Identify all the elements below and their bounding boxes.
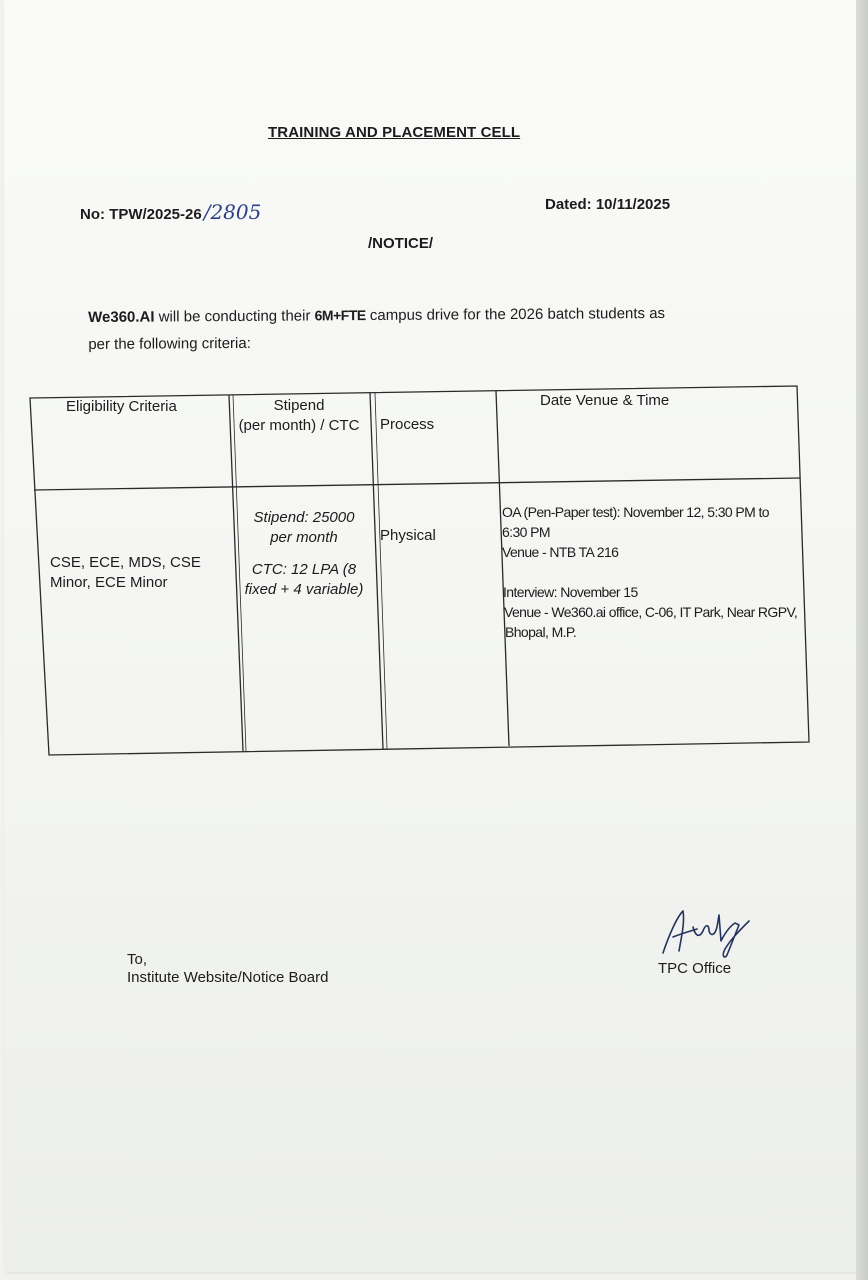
intro-text-1: will be conducting their: [154, 307, 315, 326]
intro-text-2: campus drive for the 2026 batch students as: [365, 304, 666, 325]
office-label: TPC Office: [658, 960, 732, 977]
stipend-amount: Stipend: 25000: [253, 509, 355, 526]
intro-line-1: [88, 299, 738, 331]
reference-handwritten: /2805: [203, 200, 262, 224]
paper-edge-shadow: [856, 0, 868, 1280]
header-stipend-line-2: (per month) / CTC: [238, 417, 360, 434]
header-process: Process: [380, 416, 435, 433]
intro-line-2: per the following criteria:: [88, 334, 251, 353]
header-stipend-line-1: Stipend: [273, 397, 325, 414]
addressee-label: To,: [127, 951, 148, 968]
company-name: We360.AI: [88, 308, 155, 326]
signature-icon: [655, 905, 755, 960]
oa-venue: Venue - NTB TA 216: [502, 544, 619, 560]
oa-schedule-line-1: OA (Pen-Paper test): November 12, 5:30 PM to: [502, 504, 769, 520]
interview-venue-line-2: Bhopal, M.P.: [505, 624, 577, 640]
program-type: 6M+FTE: [314, 307, 366, 324]
interview-date: Interview: November 15: [503, 584, 638, 600]
header-eligibility: Eligibility Criteria: [66, 398, 177, 415]
reference-number: [80, 200, 261, 224]
header-date-venue-time: Date Venue & Time: [540, 392, 670, 409]
page-title: TRAINING AND PLACEMENT CELL: [268, 124, 521, 141]
reference-printed: No: TPW/2025-26: [80, 206, 202, 223]
cell-process: Physical: [380, 527, 436, 544]
notice-label: /NOTICE/: [368, 235, 434, 252]
intro-paragraph: [88, 299, 738, 358]
interview-venue-line-1: Venue - We360.ai office, C-06, IT Park, Near RGPV,: [504, 604, 798, 620]
stipend-period: per month: [270, 529, 338, 546]
addressee-recipient: Institute Website/Notice Board: [127, 969, 329, 986]
header-stipend: [238, 396, 360, 436]
ctc-line-1: CTC: 12 LPA (8: [251, 561, 357, 578]
cell-eligibility: CSE, ECE, MDS, CSE Minor, ECE Minor: [50, 554, 201, 591]
cell-date-venue-time: [502, 502, 807, 642]
cell-stipend: [236, 508, 372, 600]
notice-date: Dated: 10/11/2025: [545, 196, 671, 213]
ctc-line-2: fixed + 4 variable): [244, 581, 364, 598]
oa-schedule-line-2: 6:30 PM: [502, 524, 550, 540]
